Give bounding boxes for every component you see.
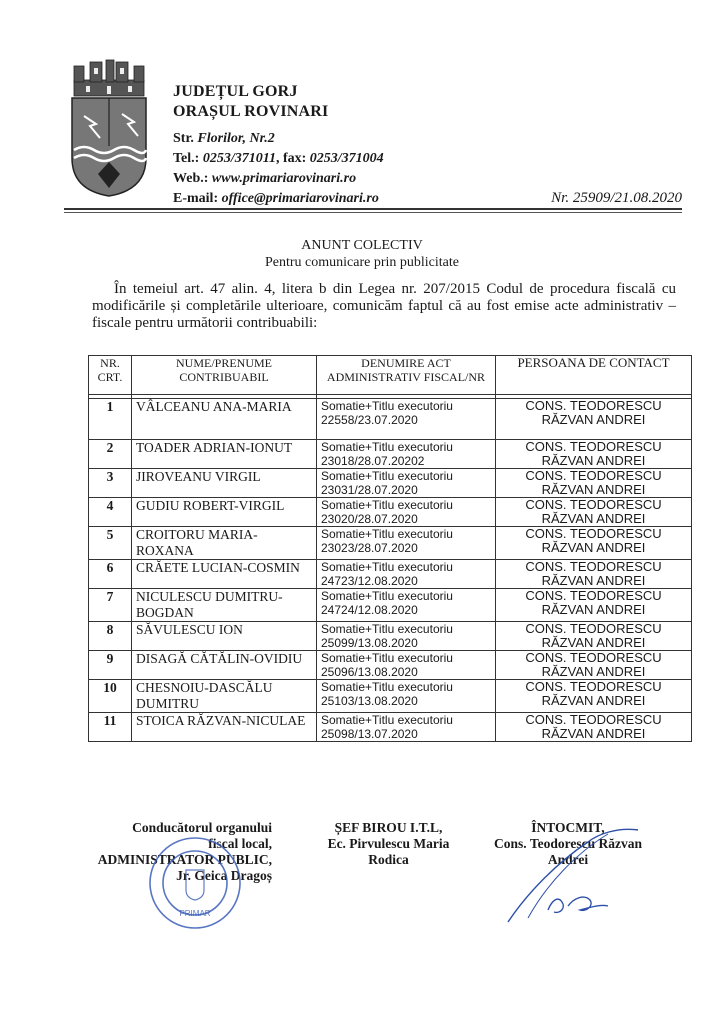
taxpayer-name: JIROVEANU VIRGIL	[132, 469, 317, 498]
act-type: Somatie+Titlu executoriu	[321, 399, 453, 413]
table-row	[89, 469, 692, 498]
contact-person	[496, 651, 692, 680]
table-header-row	[89, 356, 692, 395]
fiscal-act	[317, 399, 496, 440]
act-number: 23020/28.07.2020	[321, 512, 418, 526]
contact-name: RĂZVAN ANDREI	[541, 693, 646, 708]
table-row	[89, 498, 692, 527]
contact-name: RĂZVAN ANDREI	[541, 635, 646, 650]
fiscal-act	[317, 498, 496, 527]
contact-person	[496, 527, 692, 560]
address-line: Str. Florilor, Nr.2	[173, 131, 275, 146]
row-number: 5	[89, 527, 132, 560]
act-number: 24723/12.08.2020	[321, 574, 418, 588]
taxpayer-name: STOICA RĂZVAN-NICULAE	[132, 713, 317, 742]
act-number: 25103/13.08.2020	[321, 694, 418, 708]
table-row	[89, 651, 692, 680]
contact-title: CONS. TEODORESCU	[525, 679, 662, 694]
contact-name: RĂZVAN ANDREI	[541, 511, 646, 526]
contact-title: CONS. TEODORESCU	[525, 398, 662, 413]
table-row	[89, 622, 692, 651]
act-number: 24724/12.08.2020	[321, 603, 418, 617]
row-number: 8	[89, 622, 132, 651]
contact-name: RĂZVAN ANDREI	[541, 412, 646, 427]
act-type: Somatie+Titlu executoriu	[321, 651, 453, 665]
table-row	[89, 399, 692, 440]
row-number: 7	[89, 589, 132, 622]
contact-title: CONS. TEODORESCU	[525, 588, 662, 603]
row-number: 6	[89, 560, 132, 589]
row-number: 9	[89, 651, 132, 680]
contact-person	[496, 498, 692, 527]
row-number: 1	[89, 399, 132, 440]
table-row	[89, 589, 692, 622]
act-type: Somatie+Titlu executoriu	[321, 713, 453, 727]
contact-person	[496, 713, 692, 742]
email-line: E-mail: office@primariarovinari.ro	[173, 191, 379, 206]
act-type: Somatie+Titlu executoriu	[321, 469, 453, 483]
contact-person	[496, 680, 692, 713]
act-number: 22558/23.07.2020	[321, 413, 418, 427]
official-stamp-icon	[146, 834, 244, 932]
signature-block-prepared-by: ÎNTOCMIT, Cons. Teodorescu Răzvan Andrei	[494, 820, 642, 867]
act-number: 23031/28.07.2020	[321, 483, 418, 497]
signature-block-administrator: Conducătorul organului fiscal local, ADMINISTRATOR PUBLIC, Jr. Geica Dragoș	[97, 820, 272, 883]
taxpayer-name: CHESNOIU-DASCĂLU DUMITRU	[132, 680, 317, 713]
row-number: 2	[89, 440, 132, 469]
taxpayer-name: SĂVULESCU ION	[132, 622, 317, 651]
table-row	[89, 440, 692, 469]
contact-title: CONS. TEODORESCU	[525, 439, 662, 454]
act-number: 25096/13.08.2020	[321, 665, 418, 679]
contact-person	[496, 589, 692, 622]
contact-name: RĂZVAN ANDREI	[541, 726, 646, 741]
act-type: Somatie+Titlu executoriu	[321, 527, 453, 541]
header-divider-thin	[64, 212, 682, 213]
header-name: NUME/PRENUME CONTRIBUABIL	[132, 356, 317, 395]
act-number: 25099/13.08.2020	[321, 636, 418, 650]
fiscal-act	[317, 440, 496, 469]
taxpayer-name: DISAGĂ CĂTĂLIN-OVIDIU	[132, 651, 317, 680]
document-title: ANUNT COLECTIV	[301, 238, 423, 253]
header-nr: NR. CRT.	[89, 356, 132, 395]
contact-title: CONS. TEODORESCU	[525, 621, 662, 636]
taxpayer-name: VÂLCEANU ANA-MARIA	[132, 399, 317, 440]
contact-title: CONS. TEODORESCU	[525, 526, 662, 541]
tel-value: 0253/371011	[202, 151, 276, 166]
contact-name: RĂZVAN ANDREI	[541, 482, 646, 497]
table-row	[89, 680, 692, 713]
fiscal-act	[317, 651, 496, 680]
fiscal-act	[317, 469, 496, 498]
contact-person	[496, 440, 692, 469]
act-number: 25098/13.07.2020	[321, 727, 418, 741]
email-link[interactable]: office@primariarovinari.ro	[221, 191, 379, 206]
contact-person	[496, 469, 692, 498]
taxpayer-name: TOADER ADRIAN-IONUT	[132, 440, 317, 469]
row-number: 10	[89, 680, 132, 713]
signature-block-head-of-office: ȘEF BIROU I.T.L, Ec. Pirvulescu Maria Rodica	[327, 820, 450, 867]
taxpayer-name: GUDIU ROBERT-VIRGIL	[132, 498, 317, 527]
act-type: Somatie+Titlu executoriu	[321, 560, 453, 574]
phone-line: Tel.: 0253/371011, fax: 0253/371004	[173, 151, 384, 166]
web-link[interactable]: www.primariarovinari.ro	[211, 171, 357, 186]
contact-title: CONS. TEODORESCU	[525, 650, 662, 665]
intro-paragraph: În temeiul art. 47 alin. 4, litera b din Legea nr. 207/2015 Codul de procedura fiscală cu modificările și completările ulterioare, comunicăm faptul că au fost emise acte administrativ – fiscale pentru următorii contribuabili:	[92, 281, 676, 331]
contact-person	[496, 399, 692, 440]
document-number: Nr. 25909/21.08.2020	[551, 190, 682, 206]
contact-name: RĂZVAN ANDREI	[541, 664, 646, 679]
act-type: Somatie+Titlu executoriu	[321, 680, 453, 694]
row-number: 4	[89, 498, 132, 527]
taxpayer-name: NICULESCU DUMITRU-BOGDAN	[132, 589, 317, 622]
act-number: 23023/28.07.2020	[321, 541, 418, 555]
header-contact: PERSOANA DE CONTACT	[496, 356, 692, 395]
web-line: Web.: www.primariarovinari.ro	[173, 171, 357, 186]
institution-header	[173, 82, 384, 209]
fiscal-act	[317, 589, 496, 622]
table-row	[89, 560, 692, 589]
fiscal-act	[317, 560, 496, 589]
table-row	[89, 713, 692, 742]
contact-name: RĂZVAN ANDREI	[541, 602, 646, 617]
contact-name: RĂZVAN ANDREI	[541, 573, 646, 588]
handwritten-signature-icon	[488, 822, 658, 932]
act-type: Somatie+Titlu executoriu	[321, 498, 453, 512]
document-subtitle: Pentru comunicare prin publicitate	[265, 255, 459, 270]
act-type: Somatie+Titlu executoriu	[321, 440, 453, 454]
town-name: ORAȘUL ROVINARI	[173, 103, 329, 120]
contact-title: CONS. TEODORESCU	[525, 468, 662, 483]
fax-value: 0253/371004	[309, 151, 384, 166]
table-body	[89, 399, 692, 742]
fiscal-act	[317, 527, 496, 560]
act-type: Somatie+Titlu executoriu	[321, 589, 453, 603]
table-row	[89, 527, 692, 560]
contact-name: RĂZVAN ANDREI	[541, 453, 646, 468]
row-number: 3	[89, 469, 132, 498]
contact-title: CONS. TEODORESCU	[525, 559, 662, 574]
fiscal-act	[317, 622, 496, 651]
contact-person	[496, 622, 692, 651]
contact-title: CONS. TEODORESCU	[525, 712, 662, 727]
county-name: JUDEȚUL GORJ	[173, 83, 298, 100]
header-act: DENUMIRE ACT ADMINISTRATIV FISCAL/NR	[317, 356, 496, 395]
fiscal-act	[317, 680, 496, 713]
fiscal-act	[317, 713, 496, 742]
rovinari-coat-of-arms-icon	[66, 58, 152, 198]
svg-text:PRIMAR: PRIMAR	[179, 909, 211, 918]
header-divider	[64, 208, 682, 210]
taxpayer-name: CRĂETE LUCIAN-COSMIN	[132, 560, 317, 589]
taxpayers-table	[88, 355, 692, 742]
act-number: 23018/28.07.20202	[321, 454, 425, 468]
act-type: Somatie+Titlu executoriu	[321, 622, 453, 636]
contact-name: RĂZVAN ANDREI	[541, 540, 646, 555]
contact-title: CONS. TEODORESCU	[525, 497, 662, 512]
street-value: Florilor, Nr.2	[197, 131, 275, 146]
row-number: 11	[89, 713, 132, 742]
taxpayer-name: CROITORU MARIA-ROXANA	[132, 527, 317, 560]
contact-person	[496, 560, 692, 589]
